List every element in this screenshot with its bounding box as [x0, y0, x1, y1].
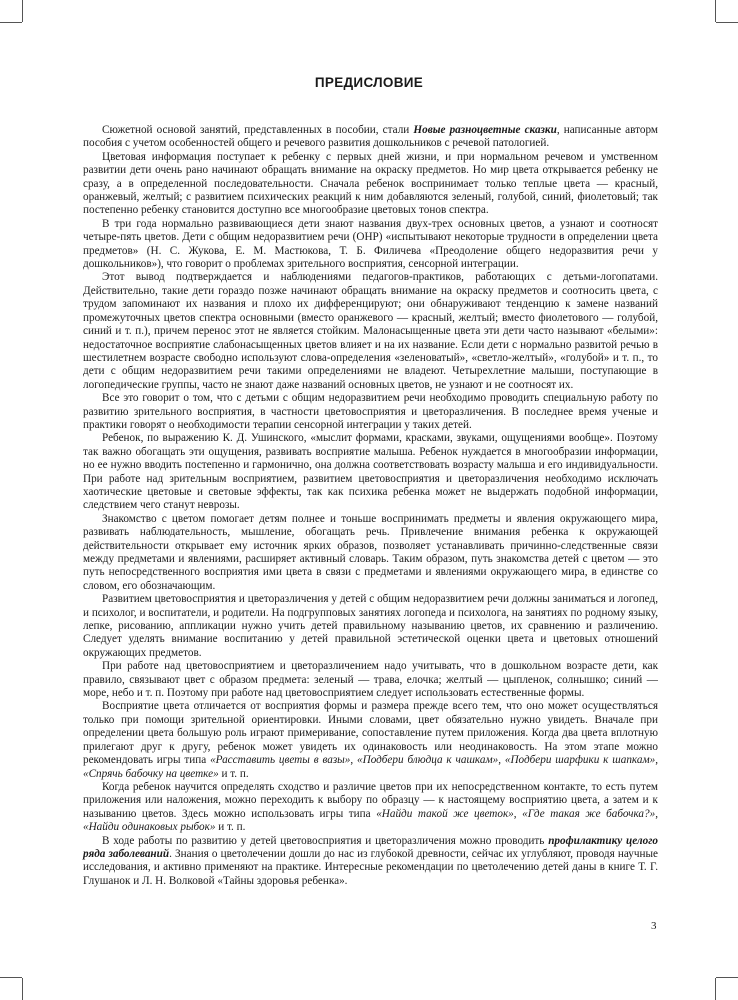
paragraph-text: Развитием цветовосприятия и цветоразличения у детей с общим недоразвитием речи должны заниматься и логопед, и психолог, и воспитатели, и родители. На подгрупповых занятиях логопеда и психолога, на занятиях по родному языку, лепке, рисованию, аппликации нужно учить детей правильному называнию цветов, их сравнению и различению. Следует уделять внимание воспитанию у детей правильной эстетической оценки цвета и цветовых отношений окружающих предметов.	[83, 593, 658, 659]
emphasis-text: Новые разноцветные сказки	[413, 124, 557, 136]
crop-mark	[715, 978, 716, 1000]
paragraph-text: При работе над цветовосприятием и цветоразличением надо учитывать, что в дошкольном возрасте дети, как правило, связывают цвет с образом предмета: зеленый — трава, елочка; желтый — цыпленок, солнышко; синий — море, небо и т. п. Поэтому при работе над цветовосприятием следует использовать естественные формы.	[83, 660, 658, 700]
emphasis-text: «Подбери шарфики к шапкам»	[504, 754, 656, 767]
paragraph-text: Этот вывод подтверждается и наблюдениями педагогов-практиков, работающих с детьми-логопатами. Действительно, такие дети гораздо позже начинают обращать внимание на окраску предметов и соотносить цвета, с трудом запоминают их названия и плохо их дифференцируют; они обнаруживают тенденцию к замене названий промежуточных цветов спектра основными (вместо оранжевого — красный, желтый; вместо фиолетового — голубой, синий и т. п.), причем перенос этот не является стойким. Малонасыщенные цвета эти дети часто называют «белыми»: недостаточное восприятие слабонасыщенных цветов влияет и на их название. Если дети с нормально развитой речью в шестилетнем возрасте свободно используют слова-определения «зеленоватый», «светло-желтый», «голубой» и т. п., то дети с общим недоразвитием речи такими определениями не владеют. Четырехлетние малыши, поступающие в логопедические группы, часто не знают даже названий основных цветов, не узнают и не соотносят их.	[83, 271, 658, 391]
paragraph	[83, 781, 658, 835]
crop-mark	[22, 978, 23, 1000]
emphasis-text: «Подбери блюдца к чашкам»	[357, 754, 499, 767]
paragraph-text: ,	[655, 807, 658, 820]
crop-mark	[716, 22, 738, 23]
emphasis-text: «Спрячь бабочку на цветке»	[83, 767, 219, 780]
paragraph-text: Ребенок, по выражению К. Д. Ушинского, «мыслит формами, красками, звуками, ощущениями вообще». Поэтому так важно обогащать эти ощущения, развивать восприятие малыша. Ребенок нуждается в многообразии информации, но ее нужно вводить постепенно и гармонично, она должна соответствовать возрасту малыша и его индивидуальности. При работе над зрительным восприятием, развитием цветовосприятия и цветоразличения необходимо исключать хаотические цветовые и световые эффекты, так как психика ребенка может не выдержать подобной информации, следствием чего станут неврозы.	[83, 432, 658, 512]
crop-mark	[0, 977, 22, 978]
paragraph-text: и т. п.	[218, 767, 249, 780]
crop-mark	[715, 0, 716, 22]
paragraph	[83, 660, 658, 700]
page-number: 3	[651, 920, 657, 932]
emphasis-text: «Где такая же бабочка?»	[522, 807, 656, 820]
paragraph-text: Знакомство с цветом помогает детям полнее и тоньше воспринимать предметы и явления окружающего мира, развивать наблюдательность, мышление, обогащать речь. Привлечение внимания ребенка к окружающей действительности открывает ему источник ярких образов, позволяет устанавливать причинно-следственные связи между предметами и явлениями, расширяет активный словарь. Таким образом, путь знакомства детей с цветом — это путь непосредственного восприятия ими цвета в связи с предметами и явлениями окружающего мира, в единстве со словом, его обозначающим.	[83, 512, 658, 592]
paragraph-text: ,	[498, 754, 505, 767]
paragraph	[83, 593, 658, 660]
page-title: ПРЕДИСЛОВИЕ	[314, 75, 424, 90]
paragraph-text: Когда ребенок научится определять сходство и различие цветов при их непосредственном контакте, то есть путем приложения или наложения, можно переходить к выбору по образцу — к настоящему восприятию цвета, а затем и к называнию цветов. Здесь можно использовать игры типа	[83, 780, 658, 820]
crop-mark	[0, 22, 22, 23]
paragraph-text: ,	[513, 807, 523, 820]
paragraph-text: Восприятие цвета отличается от восприятия формы и размера прежде всего тем, что оно может осуществляться только при помощи зрительной ориентировки. Иными словами, цвет обязательно нужно увидеть. Вначале при определении цвета большую роль играют примеривание, сопоставление путем приложения. Когда два цвета вплотную прилегают друг к другу, ребенок может увидеть их одинаковость или неодинаковость. На этом этапе можно рекомендовать игры типа	[83, 700, 658, 767]
paragraph	[83, 513, 658, 593]
emphasis-text: «Расставить цветы в вазы»	[210, 754, 351, 767]
paragraph-text: В три года нормально развивающиеся дети знают названия двух-трех основных цветов, а узнают и соотносят четыре-пять цветов. Дети с общим недоразвитием речи (ОНР) «испытывают некоторые трудности в определении цвета предметов» (Н. С. Жукова, Е. М. Мастюкова, Т. Б. Филичева «Преодоление общего недоразвития речи у дошкольников»), что говорит о проблемах зрительного восприятия, сенсорной интеграции.	[83, 217, 658, 271]
paragraph	[83, 432, 658, 512]
body-text	[83, 124, 658, 888]
paragraph	[83, 392, 658, 432]
paragraph-text: ,	[350, 754, 358, 767]
paragraph-text: Цветовая информация поступает к ребенку с первых дней жизни, и при нормальном речевом и умственном развитии дети очень рано начинают обращать внимание на окраску предметов. Но мир цвета открывается ребенку не сразу, а в определенной последовательности. Сначала ребенок воспринимает только теплые цвета — красный, оранжевый, желтый; с развитием психических реакций к ним добавляются зеленый, голубой, синий, фиолетовый; так постепенно ребенку становится доступно все многообразие цветовых тонов спектра.	[83, 150, 658, 217]
paragraph-text: Сюжетной основой занятий, представленных в пособии, стали	[102, 124, 414, 136]
paragraph	[83, 124, 658, 151]
emphasis-text: «Найди такой же цветок»	[376, 807, 514, 820]
paragraph-text: В ходе работы по развитию у детей цветовосприятия и цветоразличения можно проводить	[102, 834, 549, 847]
emphasis-text: «Найди одинаковых рыбок»	[83, 821, 216, 834]
paragraph	[83, 835, 658, 889]
paragraph	[83, 700, 658, 780]
paragraph-text: и т. п.	[215, 821, 246, 834]
emphasis-text: профилактику целого ряда заболеваний	[83, 834, 658, 860]
paragraph	[83, 218, 658, 272]
crop-mark	[22, 0, 23, 22]
paragraph-text: ,	[655, 754, 658, 767]
crop-mark	[716, 977, 738, 978]
paragraph-text: Все это говорит о том, что с детьми с общим недоразвитием речи необходимо проводить специальную работу по развитию зрительного восприятия, в частности цветовосприятия и цветоразличения. В последнее время ученые и практики говорят о необходимости терапии сенсорной интеграции у таких детей.	[83, 392, 658, 431]
paragraph	[83, 151, 658, 218]
paragraph-text: . Знания о цветолечении дошли до нас из глубокой древности, сейчас их углубляют, проводя научные исследования, и активно применяют на практике. Интересные рекомендации по цветолечению детей даны в книге Т. Г. Глушанок и Л. Н. Волковой «Тайны здоровья ребенка».	[83, 847, 658, 887]
paragraph	[83, 271, 658, 392]
paragraph-text: , написанные авторм пособия с учетом особенностей общего и речевого развития дошкольников с речевой патологией.	[83, 124, 658, 150]
